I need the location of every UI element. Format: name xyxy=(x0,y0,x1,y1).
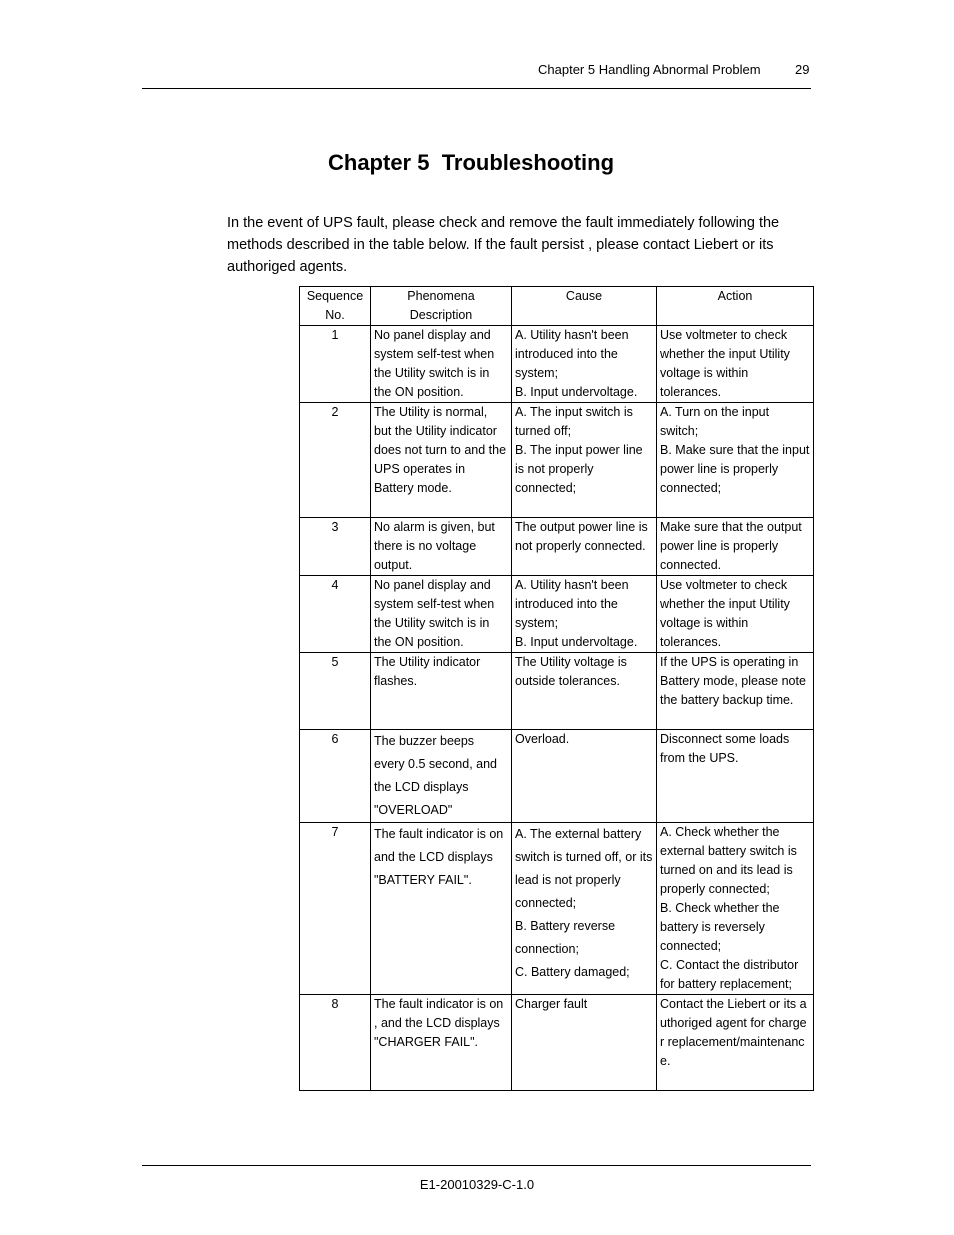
intro-paragraph: In the event of UPS fault, please check and remove the fault immediately following the methods described in the table below. If the fault persist , please contact Liebert or its authoriged agents. xyxy=(227,215,780,275)
row-cause: The Utility voltage is outside tolerances. xyxy=(512,653,657,730)
row-phenomena: No panel display and system self-test when the Utility switch is in the ON position. xyxy=(371,576,512,653)
row-sequence: 3 xyxy=(300,518,371,576)
header-phenomena: Phenomena Description xyxy=(371,287,512,326)
footer-rule xyxy=(142,1165,811,1166)
row-cause: A. Utility hasn't been introduced into the system; B. Input undervoltage. xyxy=(512,326,657,403)
table-row xyxy=(300,576,814,653)
document-code: E1-20010329-C-1.0 xyxy=(419,1177,535,1192)
row-sequence: 7 xyxy=(300,823,371,995)
row-cause: Charger fault xyxy=(512,995,657,1091)
table-row xyxy=(300,653,814,730)
row-action: If the UPS is operating in Battery mode, please note the battery backup time. xyxy=(657,653,814,730)
header-cause: Cause xyxy=(512,287,657,326)
row-action: A. Check whether the external battery switch is turned on and its lead is properly connected; B. Check whether the battery is reversely connected; C. Contact the distributor for battery replacement; xyxy=(657,823,814,995)
running-header: Chapter 5 Handling Abnormal Problem xyxy=(538,62,761,77)
row-cause: Overload. xyxy=(512,730,657,823)
row-cause: A. Utility hasn't been introduced into the system; B. Input undervoltage. xyxy=(512,576,657,653)
row-sequence: 5 xyxy=(300,653,371,730)
row-phenomena: The buzzer beeps every 0.5 second, and the LCD displays "OVERLOAD" xyxy=(371,730,512,823)
row-action: Use voltmeter to check whether the input Utility voltage is within tolerances. xyxy=(657,576,814,653)
table-row xyxy=(300,823,814,995)
row-action: Use voltmeter to check whether the input Utility voltage is within tolerances. xyxy=(657,326,814,403)
row-action: Disconnect some loads from the UPS. xyxy=(657,730,814,823)
row-sequence: 8 xyxy=(300,995,371,1091)
row-cause: The output power line is not properly connected. xyxy=(512,518,657,576)
table-row xyxy=(300,995,814,1091)
table-row xyxy=(300,326,814,403)
header-sequence: Sequence No. xyxy=(300,287,371,326)
row-sequence: 4 xyxy=(300,576,371,653)
table-row xyxy=(300,730,814,823)
header-rule xyxy=(142,88,811,89)
row-cause: A. The external battery switch is turned off, or its lead is not properly connected; B. Battery reverse connection; C. Battery damaged; xyxy=(512,823,657,995)
row-phenomena: The fault indicator is on , and the LCD displays "CHARGER FAIL". xyxy=(371,995,512,1091)
troubleshooting-table xyxy=(299,286,814,1091)
table-row xyxy=(300,403,814,518)
row-cause: A. The input switch is turned off; B. The input power line is not properly connected; xyxy=(512,403,657,518)
row-phenomena: The fault indicator is on and the LCD displays "BATTERY FAIL". xyxy=(371,823,512,995)
row-phenomena: The Utility indicator flashes. xyxy=(371,653,512,730)
chapter-title: Chapter 5 Troubleshooting xyxy=(328,150,615,175)
row-phenomena: No alarm is given, but there is no voltage output. xyxy=(371,518,512,576)
row-action: A. Turn on the input switch; B. Make sure that the input power line is properly connected; xyxy=(657,403,814,518)
table-row xyxy=(300,518,814,576)
page-number: 29 xyxy=(795,62,810,77)
table-header-row xyxy=(300,287,814,326)
row-action: Make sure that the output power line is properly connected. xyxy=(657,518,814,576)
row-sequence: 2 xyxy=(300,403,371,518)
row-sequence: 6 xyxy=(300,730,371,823)
header-action: Action xyxy=(657,287,814,326)
row-phenomena: No panel display and system self-test when the Utility switch is in the ON position. xyxy=(371,326,512,403)
row-phenomena: The Utility is normal, but the Utility indicator does not turn to and the UPS operates in Battery mode. xyxy=(371,403,512,518)
row-sequence: 1 xyxy=(300,326,371,403)
row-action: Contact the Liebert or its authoriged agent for charger replacement/maintenance. xyxy=(657,995,814,1091)
